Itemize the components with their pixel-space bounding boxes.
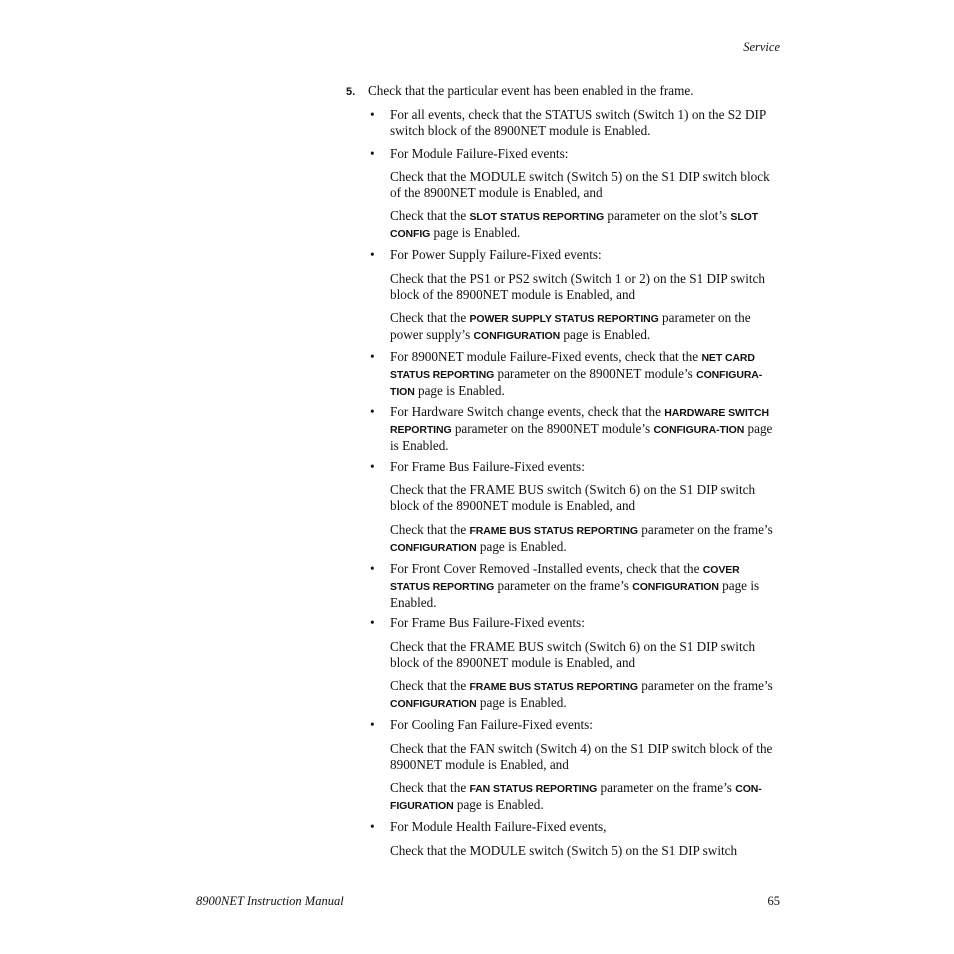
- paragraph-ps-switch: Check that the PS1 or PS2 switch (Switch 1 or 2) on the S1 DIP switch block of the 8900NET module is Enabled, and: [390, 271, 765, 302]
- text-run: parameter on the 8900NET module’s: [451, 421, 654, 436]
- page-name: CONFIGURATION: [632, 581, 719, 593]
- page-name: CONFIGURA-TION: [390, 369, 763, 398]
- text-run: Check that the: [390, 780, 470, 795]
- page-name: SLOT CONFIG: [390, 211, 759, 240]
- bullet-glyph: •: [370, 459, 375, 474]
- paragraph-slot-status: [390, 208, 782, 242]
- bullet-glyph: •: [370, 561, 375, 576]
- bullet-text: For Cooling Fan Failure-Fixed events:: [390, 717, 593, 732]
- bullet-glyph: •: [370, 146, 375, 161]
- bullet-text: [390, 349, 782, 400]
- text-run: Check that the: [390, 310, 470, 325]
- bullet-glyph: •: [370, 819, 375, 834]
- text-run: page is Enabled.: [390, 578, 760, 610]
- bullet-text: [390, 561, 782, 611]
- bullet-text: For Power Supply Failure-Fixed events:: [390, 247, 602, 262]
- text-run: parameter on the frame’s: [637, 522, 773, 537]
- parameter-name: FAN STATUS REPORTING: [469, 783, 598, 795]
- paragraph-power-supply-status: [390, 310, 782, 344]
- step-number: 5.: [346, 86, 356, 98]
- text-run: parameter on the frame’s: [597, 780, 736, 795]
- page-name: CONFIGURATION: [390, 542, 477, 554]
- parameter-name: SLOT STATUS REPORTING: [469, 211, 605, 223]
- parameter-name: POWER SUPPLY STATUS REPORTING: [469, 313, 659, 325]
- page-name: CON-FIGURATION: [390, 783, 762, 812]
- text-run: parameter on the frame’s: [637, 678, 773, 693]
- parameter-name: HARDWARE SWITCH REPORTING: [390, 407, 769, 436]
- bullet-text: [390, 404, 782, 454]
- text-run: Check that the: [390, 522, 470, 537]
- text-run: Check that the: [390, 678, 470, 693]
- text-run: Check that the: [390, 208, 470, 223]
- text-run: page is Enabled.: [476, 539, 567, 554]
- paragraph-fan-status: [390, 780, 782, 814]
- footer-manual-title: 8900NET Instruction Manual: [196, 894, 344, 908]
- parameter-name: NET CARD STATUS REPORTING: [390, 352, 755, 381]
- text-run: parameter on the 8900NET module’s: [494, 366, 697, 381]
- text-run: page is Enabled.: [430, 225, 521, 240]
- paragraph-module-switch: Check that the MODULE switch (Switch 5) on the S1 DIP switch block of the 8900NET module is Enabled, and: [390, 169, 770, 200]
- text-run: For 8900NET module Failure-Fixed events, check that the: [390, 349, 702, 364]
- paragraph-frame-bus-status-2: [390, 678, 782, 712]
- paragraph-frame-bus-status: [390, 522, 782, 556]
- parameter-name: COVER STATUS REPORTING: [390, 564, 740, 593]
- bullet-text: For Frame Bus Failure-Fixed events:: [390, 615, 585, 630]
- text-run: For Front Cover Removed -Installed events, check that the: [390, 561, 703, 576]
- text-run: page is Enabled.: [560, 327, 651, 342]
- footer-page-number: 65: [767, 894, 780, 908]
- text-run: parameter on the frame’s: [494, 578, 633, 593]
- bullet-glyph: •: [370, 615, 375, 630]
- bullet-text: For Module Health Failure-Fixed events,: [390, 819, 607, 834]
- bullet-text: For Frame Bus Failure-Fixed events:: [390, 459, 585, 474]
- bullet-text: For Module Failure-Fixed events:: [390, 146, 569, 161]
- paragraph-fan-switch: Check that the FAN switch (Switch 4) on the S1 DIP switch block of the 8900NET module is Enabled, and: [390, 741, 773, 772]
- bullet-glyph: •: [370, 349, 375, 364]
- text-run: page is Enabled.: [390, 421, 773, 453]
- text-run: page is Enabled.: [476, 695, 567, 710]
- paragraph-frame-bus-switch: Check that the FRAME BUS switch (Switch 6) on the S1 DIP switch block of the 8900NET module is Enabled, and: [390, 482, 756, 513]
- step-text: Check that the particular event has been enabled in the frame.: [368, 83, 694, 98]
- bullet-text: For all events, check that the STATUS switch (Switch 1) on the S2 DIP switch block of the 8900NET module is Enabled.: [390, 107, 766, 138]
- paragraph-module-health-switch: Check that the MODULE switch (Switch 5) on the S1 DIP switch: [390, 843, 738, 858]
- bullet-glyph: •: [370, 247, 375, 262]
- text-run: For Hardware Switch change events, check that the: [390, 404, 665, 419]
- page-name: CONFIGURA-TION: [653, 424, 745, 436]
- parameter-name: FRAME BUS STATUS REPORTING: [469, 681, 638, 693]
- bullet-glyph: •: [370, 107, 375, 122]
- text-run: parameter on the power supply’s: [390, 310, 751, 342]
- paragraph-frame-bus-switch-2: Check that the FRAME BUS switch (Switch 6) on the S1 DIP switch block of the 8900NET module is Enabled, and: [390, 639, 756, 670]
- bullet-glyph: •: [370, 404, 375, 419]
- text-run: page is Enabled.: [453, 797, 544, 812]
- parameter-name: FRAME BUS STATUS REPORTING: [469, 525, 638, 537]
- text-run: parameter on the slot’s: [604, 208, 731, 223]
- page-name: CONFIGURATION: [390, 698, 477, 710]
- text-run: page is Enabled.: [414, 383, 505, 398]
- running-header: Service: [743, 40, 780, 54]
- page-name: CONFIGURATION: [473, 330, 561, 342]
- bullet-glyph: •: [370, 717, 375, 732]
